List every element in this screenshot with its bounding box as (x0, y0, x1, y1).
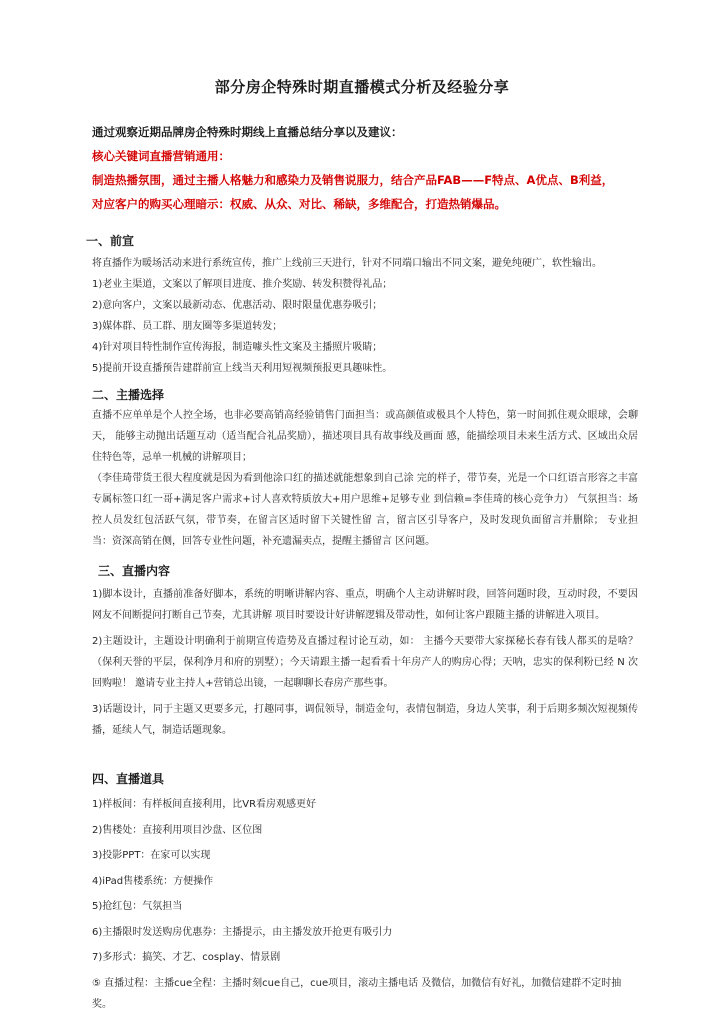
list-item: 1)样板间：有样板间直接利用，比VR看房观感更好 (92, 799, 317, 810)
list-item: 2)售楼处：直接利用项目沙盘、区位图 (92, 824, 263, 836)
section-heading-live-props: 四、直播道具 (92, 772, 165, 786)
list-item: ⑤ 直播过程：主播cue全程：主播时刻cue自己，cue项目，滚动主播电话 及微信，加微信有好礼，加微信建群不定时抽奖。 (92, 977, 622, 1010)
section-body-preheat (92, 253, 638, 379)
intro-hint-line: 对应客户的购买心理暗示：权威、从众、对比、稀缺，多维配合，打造热销爆品。 (92, 197, 506, 211)
section-body-live-props (92, 792, 638, 1015)
intro-atmosphere-line: 制造热播氛围，通过主播人格魅力和感染力及销售说服力，结合产品FAB——F特点、A优点、B利益， (92, 173, 614, 187)
intro-block (92, 120, 652, 216)
list-item: 2)意向客户，文案以最新动态、优惠活动、限时限量优惠券吸引； (92, 300, 383, 311)
paragraph: 1)脚本设计，直播前准备好脚本，系统的明晰讲解内容、重点，明确个人主动讲解时段，回答问题时段，互动时段，不要因网友不间断提问打断自己节奏，尤其讲解 项目时要设计好讲解逻辑及带动性，如何让客户跟随主播的讲解进入项目。 (92, 589, 638, 621)
section-body-host-selection (92, 405, 638, 552)
list-item: 4)iPad售楼系统：方便操作 (92, 875, 214, 887)
list-item: 7)多形式：搞笑、才艺、cosplay、情景剧 (92, 952, 281, 963)
section-heading-preheat: 一、前宣 (86, 234, 135, 248)
list-item: 3)投影PPT：在家可以实现 (92, 850, 211, 861)
paragraph: 3)话题设计，同于主题又更要多元，打趣同事，调侃领导，制造金句，表情包制造，身边人笑事，利于后期多频次短视频传播，延续人气，制造话题现象。 (92, 704, 638, 736)
paragraph: 直播不应单单是个人控全场，也非必要高销高经验销售门面担当：或高颜值或极具个人特色，第一时间抓住观众眼球，会聊天， 能够主动抛出话题互动（适当配合礼品奖励），描述项目具有故事线及画面 感，能描绘项目未来生活方式、区域出众居住特色等，忌单一机械的讲解项目； (92, 410, 638, 463)
list-item: 3)媒体群、员工群、朋友圈等多渠道转发； (92, 321, 283, 332)
list-item: 1)老业主渠道，文案以了解项目进度、推介奖励、转发积赞得礼品； (92, 279, 393, 290)
paragraph: 将直播作为暖场活动来进行系统宣传，推广上线前三天进行，针对不同端口输出不同文案，避免纯硬广，软性输出。 (92, 258, 602, 269)
list-item: 4)针对项目特性制作宣传海报，制造噱头性文案及主播照片吸睛； (92, 342, 383, 353)
intro-lead: 通过观察近期品牌房企特殊时期线上直播总结分享以及建议： (92, 125, 403, 139)
paragraph: （李佳琦带货王很大程度就是因为看到他涂口红的描述就能想象到自己涂 完的样子，带节奏，光是一个口红语言形容之丰富 专属标签口红一哥+满足客户需求+讨人喜欢特质放大+用户思维+足够专业 到信赖=李佳琦的核心竞争力） 气氛担当：场控人员发红包活跃气氛，带节奏，在留言区适时留下关键性留 言，留言区引导客户，及时发现负面留言并删除； 专业担当：资深高销在侧，回答专业性问题，补充遗漏卖点，提醒主播留言 区问题。 (92, 473, 638, 547)
page-title: 部分房企特殊时期直播模式分析及经验分享 (214, 78, 510, 96)
section-heading-live-content: 三、直播内容 (98, 564, 171, 578)
paragraph: 2)主题设计，主题设计明确利于前期宣传造势及直播过程讨论互动，如： 主播今天要带大家探秘长春有钱人都买的是啥？（保利天誉的平层，保利净月和府的别墅）；今天请跟主播一起看看十年房产人的购房心得；天呐，忠实的保利粉已经 N 次回购啦！ 邀请专业主持人+营销总出镜，一起聊聊长春房产那些事。 (92, 636, 638, 689)
list-item: 5)抢红包：气氛担当 (92, 901, 183, 912)
list-item: 6)主播限时发送购房优惠券：主播提示，由主播发放开抢更有吸引力 (92, 926, 393, 938)
list-item: 5)提前开设直播预告建群前宣上线当天利用短视频预报更具趣味性。 (92, 363, 393, 374)
intro-keyword-line: 核心关键词直播营销通用： (92, 149, 230, 163)
section-heading-host-selection: 二、主播选择 (92, 388, 165, 402)
section-body-live-content (92, 584, 638, 741)
